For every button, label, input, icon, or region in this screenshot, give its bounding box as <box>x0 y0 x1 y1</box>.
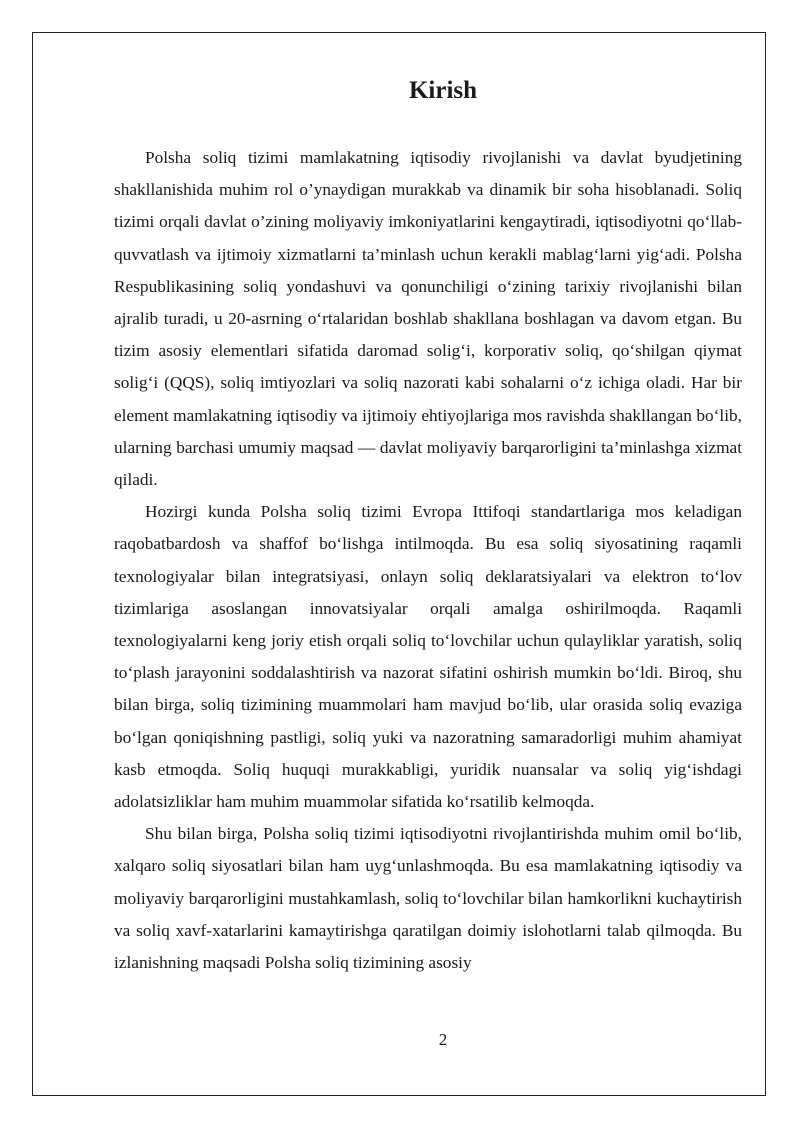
body-text <box>114 142 742 979</box>
paragraph-1: Polsha soliq tizimi mamlakatning iqtisodiy rivojlanishi va davlat byudjetining shakllanishida muhim rol o’ynaydigan murakkab va dinamik bir soha hisoblanadi. Soliq tizimi orqali davlat o’zining moliyaviy imkoniyatlarini kengaytiradi, iqtisodiyotni qo‘llab-quvvatlash va ijtimoiy xizmatlarni ta’minlash uchun kerakli mablag‘larni yig‘adi. Polsha Respublikasining soliq yondashuvi va qonunchiligi o‘zining tarixiy rivojlanishi bilan ajralib turadi, u 20-asrning o‘rtalaridan boshlab shakllana boshlagan va davom etgan. Bu tizim asosiy elementlari sifatida daromad solig‘i, korporativ soliq, qo‘shilgan qiymat solig‘i (QQS), soliq imtiyozlari va soliq nazorati kabi sohalarni o‘z ichiga oladi. Har bir element mamlakatning iqtisodiy va ijtimoiy ehtiyojlariga mos ravishda shakllangan bo‘lib, ularning barchasi umumiy maqsad — davlat moliyaviy barqarorligini ta’minlashga xizmat qiladi. <box>114 148 742 490</box>
section-title: Kirish <box>408 77 478 104</box>
paragraph-3: Shu bilan birga, Polsha soliq tizimi iqtisodiyotni rivojlantirishda muhim omil bo‘lib, xalqaro soliq siyosatlari bilan ham uyg‘unlashmoqda. Bu esa mamlakatning iqtisodiy va moliyaviy barqarorligini mustahkamlash, soliq to‘lovchilar bilan hamkorlikni kuchaytirish va soliq xavf-xatarlarini kamaytirishga qaratilgan doimiy islohotlarni talab qilmoqda. Bu izlanishning maqsadi Polsha soliq tizimining asosiy <box>114 824 742 973</box>
paragraph-2: Hozirgi kunda Polsha soliq tizimi Evropa Ittifoqi standartlariga mos keladigan raqobatbardosh va shaffof bo‘lishga intilmoqda. Bu esa soliq siyosatining raqamli texnologiyalar bilan integratsiyasi, onlayn soliq deklaratsiyalari va elektron to‘lov tizimlariga asoslangan innovatsiyalar orqali amalga oshirilmoqda. Raqamli texnologiyalarni keng joriy etish orqali soliq to‘lovchilar uchun qulayliklar yaratish, soliq to‘plash jarayonini soddalashtirish va nazorat sifatini oshirish mumkin bo‘ldi. Biroq, shu bilan birga, soliq tizimining muammolari ham mavjud bo‘lib, ular orasida soliq evaziga bo‘lgan qoniqishning pastligi, soliq yuki va nazoratning samaradorligi muhim ahamiyat kasb etmoqda. Soliq huquqi murakkabligi, yuridik nuansalar va soliq yig‘ishdagi adolatsizliklar ham muhim muammolar sifatida ko‘rsatilib kelmoqda. <box>114 502 742 812</box>
page-number: 2 <box>438 1030 448 1049</box>
